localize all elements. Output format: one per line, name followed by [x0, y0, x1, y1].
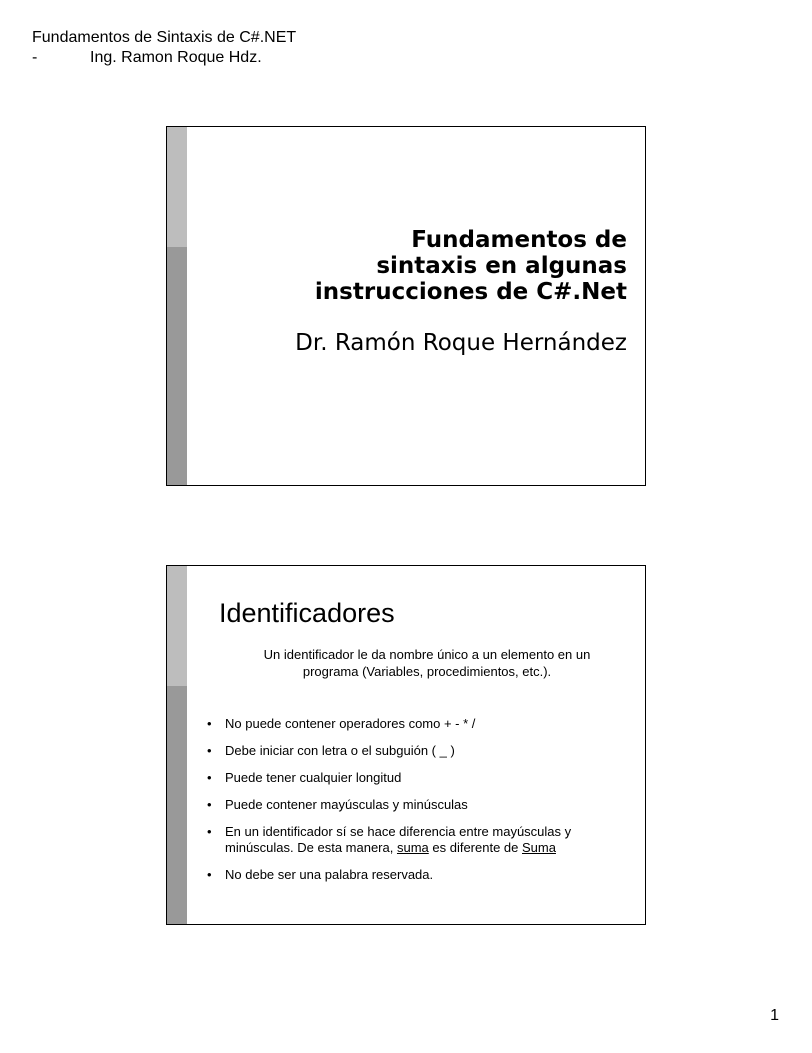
title-line-1: Fundamentos de: [411, 227, 627, 253]
slide-author: Dr. Ramón Roque Hernández: [295, 330, 627, 356]
list-item: [207, 743, 627, 759]
page-number: 1: [770, 1007, 779, 1024]
title-line-2: sintaxis en algunas: [376, 253, 627, 279]
bullet-icon: •: [207, 743, 212, 758]
slide-main-title: [227, 227, 627, 305]
slide-intro-text: Un identificador le da nombre único a un elemento en un programa (Variables, procedimientos, etc.).: [263, 647, 591, 679]
list-item: [207, 867, 627, 883]
case-text-2: es diferente de: [428, 840, 522, 855]
list-item: [207, 716, 627, 732]
header-author: Ing. Ramon Roque Hdz.: [90, 49, 262, 66]
slide-accent-bar-top: [167, 127, 187, 247]
slide-accent-bar-bottom: [167, 686, 187, 924]
list-item: [207, 824, 627, 856]
slide-title: [166, 126, 646, 486]
list-item-text: Puede tener cualquier longitud: [225, 770, 402, 785]
case-text-1: En un identificador sí se hace diferencia entre mayúsculas y minúsculas. De esta manera,: [225, 824, 572, 855]
list-item-text: [225, 824, 571, 855]
bullet-icon: •: [207, 824, 212, 839]
slide-accent-bar-top: [167, 566, 187, 686]
bullet-list: [207, 716, 627, 894]
list-item-text: No debe ser una palabra reservada.: [225, 867, 434, 882]
slide-accent-bar-bottom: [167, 247, 187, 485]
underlined-word-suma: suma: [396, 840, 429, 855]
list-item-text: Debe iniciar con letra o el subguión ( _ ): [225, 743, 455, 758]
header-author-line: [32, 48, 296, 68]
list-item: [207, 797, 627, 813]
page-header: [32, 28, 296, 68]
bullet-icon: •: [207, 797, 212, 812]
slide-identificadores: [166, 565, 646, 925]
bullet-icon: •: [207, 716, 212, 731]
header-dash: -: [32, 49, 38, 66]
header-title: Fundamentos de Sintaxis de C#.NET: [32, 29, 297, 46]
bullet-icon: •: [207, 867, 212, 882]
underlined-word-Suma: Suma: [522, 840, 556, 855]
title-line-3: instrucciones de C#.Net: [314, 279, 627, 305]
bullet-icon: •: [207, 770, 212, 785]
slide-heading: Identificadores: [219, 598, 395, 628]
list-item-text: Puede contener mayúsculas y minúsculas: [225, 797, 468, 812]
list-item-text: No puede contener operadores como + - * /: [225, 716, 476, 731]
list-item: [207, 770, 627, 786]
